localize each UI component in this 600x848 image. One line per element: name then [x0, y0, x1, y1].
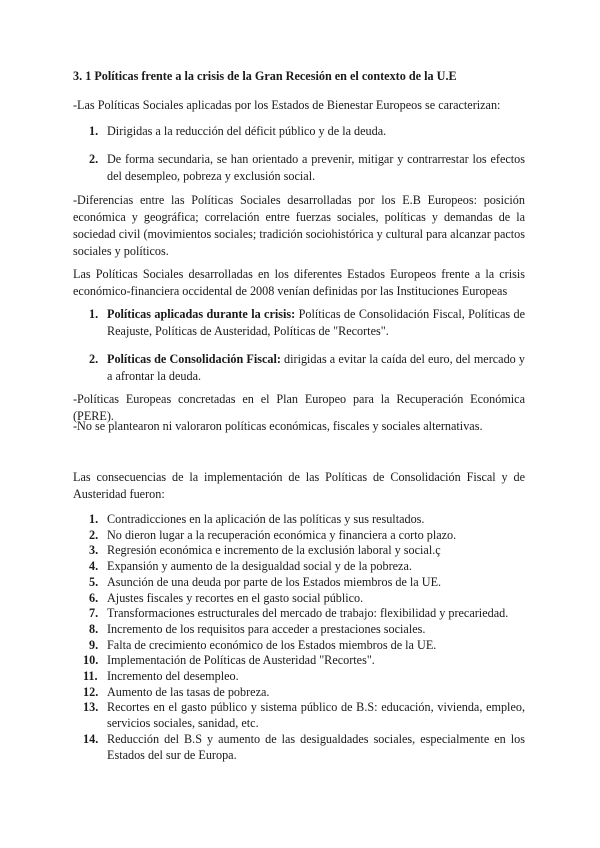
list-text: Incremento de los requisitos para acceder a prestaciones sociales. — [107, 621, 426, 636]
list-number: 14. — [83, 731, 99, 746]
list-text: Expansión y aumento de la desigualdad social y de la pobreza. — [107, 559, 412, 574]
list-text: Contradicciones en la aplicación de las políticas y sus resultados. — [107, 512, 425, 526]
list-item — [73, 685, 525, 701]
list-text: dirigidas a evitar la caída del euro, del mercado y a afrontar la deuda. — [107, 352, 525, 383]
list-text: Aumento de las tasas de pobreza. — [107, 684, 270, 699]
no-alternatives-paragraph: -No se plantearon ni valoraron políticas económicas, fiscales y sociales alternativas. — [73, 419, 483, 433]
intro-paragraph: -Las Políticas Sociales aplicadas por los Estados de Bienestar Europeos se caracterizan: — [73, 98, 501, 112]
list-text: Asunción de una deuda por parte de los Estados miembros de la UE. — [107, 574, 442, 589]
list-item — [73, 669, 525, 685]
list-text: Transformaciones estructurales del mercado de trabajo: flexibilidad y precariedad. — [107, 606, 509, 621]
list-item — [73, 732, 525, 763]
list-number: 11. — [83, 669, 98, 684]
list-number: 1. — [89, 307, 99, 321]
list-text: No dieron lugar a la recuperación económica y financiera a corto plazo. — [107, 527, 457, 542]
list-item — [73, 559, 525, 575]
consequences-paragraph: Las consecuencias de la implementación de las Políticas de Consolidación Fiscal y de Austeridad fueron: — [73, 470, 525, 501]
list-item — [73, 151, 525, 185]
list-text: Falta de crecimiento económico de los Estados miembros de la UE. — [107, 637, 437, 652]
list-number: 7. — [89, 606, 99, 621]
list-number: 2. — [89, 152, 99, 166]
characteristics-list — [73, 123, 525, 196]
list-number: 10. — [83, 653, 99, 668]
list-item — [73, 528, 525, 544]
list-text: De forma secundaria, se han orientado a prevenir, mitigar y contrarrestar los efectos del desempleo, pobreza y exclusión social. — [107, 152, 525, 183]
list-item — [73, 638, 525, 654]
section-heading: 3. 1 Políticas frente a la crisis de la Gran Recesión en el contexto de la U.E — [73, 69, 457, 83]
list-number: 2. — [89, 527, 99, 542]
list-number: 1. — [89, 512, 99, 526]
list-item — [73, 653, 525, 669]
policies-list — [73, 306, 525, 396]
list-item — [73, 700, 525, 731]
list-text: Políticas de Consolidación Fiscal, Políticas de Reajuste, Políticas de Austeridad, Políticas de "Recortes". — [107, 307, 525, 338]
list-bold-term: Políticas aplicadas durante la crisis: — [107, 307, 296, 321]
list-number: 9. — [89, 637, 99, 652]
list-number: 5. — [89, 574, 99, 589]
developed-policies-paragraph: Las Políticas Sociales desarrolladas en los diferentes Estados Europeos frente a la crisis económico-financiera occidental de 2008 venían definidas por las Instituciones Europeas — [73, 267, 525, 298]
list-text: Incremento del desempleo. — [107, 669, 239, 684]
list-number: 13. — [83, 700, 99, 715]
list-number: 3. — [89, 543, 99, 558]
list-item — [73, 591, 525, 607]
differences-paragraph: -Diferencias entre las Políticas Sociales desarrolladas por los E.B Europeos: posición económica y geográfica; correlación entre fuerzas sociales, políticas y demandas de la sociedad civil (movimientos sociales; tradición sociohistórica y cultural para alcanzar pactos sociales y políticos. — [73, 193, 525, 258]
list-item — [73, 606, 525, 622]
list-item — [73, 575, 525, 591]
list-number: 12. — [83, 684, 99, 699]
list-item — [73, 543, 525, 559]
list-number: 2. — [89, 352, 99, 366]
list-number: 4. — [89, 559, 99, 574]
list-number: 6. — [89, 590, 99, 605]
list-text: Dirigidas a la reducción del déficit público y de la deuda. — [107, 124, 387, 138]
list-text: Reducción del B.S y aumento de las desigualdades sociales, especialmente en los Estados del sur de Europa. — [107, 731, 525, 762]
pere-paragraph: -Políticas Europeas concretadas en el Plan Europeo para la Recuperación Económica (PERE). — [73, 392, 525, 423]
list-bold-term: Políticas de Consolidación Fiscal: — [107, 352, 281, 366]
list-number: 8. — [89, 621, 99, 636]
list-item — [73, 622, 525, 638]
list-item — [73, 123, 525, 140]
list-item — [73, 351, 525, 385]
list-text: Recortes en el gasto público y sistema público de B.S: educación, vivienda, empleo, servicios sociales, sanidad, etc. — [107, 700, 525, 731]
list-item — [73, 512, 525, 528]
list-item — [73, 306, 525, 340]
consequences-list — [73, 512, 525, 763]
list-text: Ajustes fiscales y recortes en el gasto social público. — [107, 590, 364, 605]
list-text: Regresión económica e incremento de la exclusión laboral y social.ç — [107, 543, 441, 558]
list-text: Implementación de Políticas de Austeridad "Recortes". — [107, 653, 375, 668]
list-number: 1. — [89, 124, 99, 138]
